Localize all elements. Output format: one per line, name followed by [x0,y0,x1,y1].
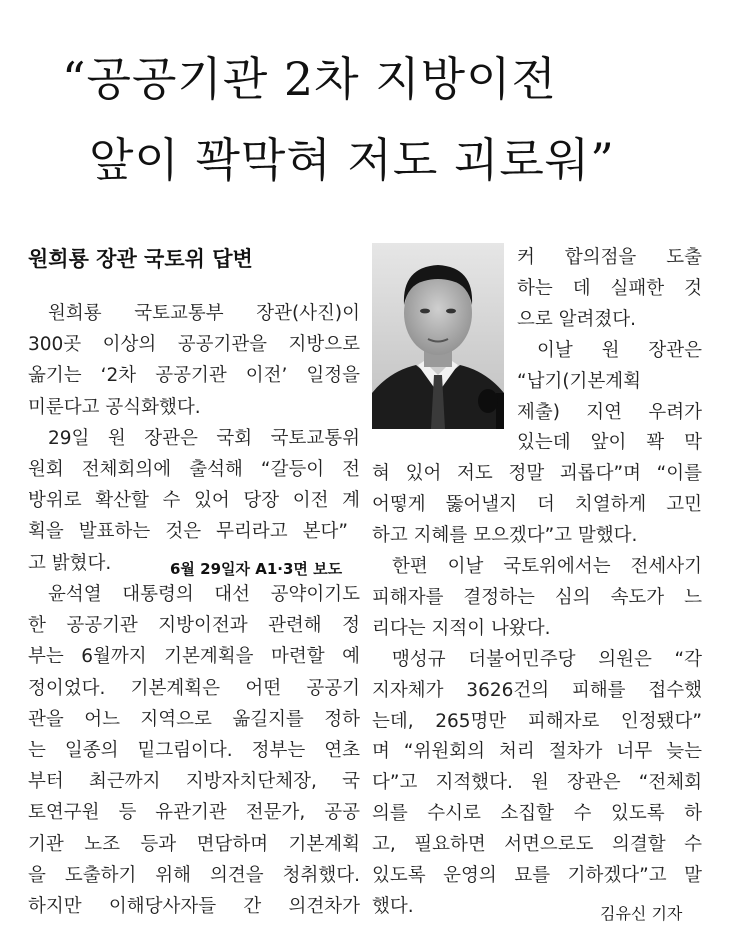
right-line-13: 고, 필요하면 서면으로도 의결할 수 [372,834,702,855]
right-line-11: 다”고 지적했다. 원 장관은 “전체회 [372,772,702,793]
left-line-8: 획을 발표하는 것은 무리라고 본다” [28,521,348,542]
right-line-6: 리다는 지적이 나왔다. [372,618,551,639]
left-line-11: 한 공공기관 지방이전과 관련해 정 [28,615,360,636]
left-line-4: 미룬다고 공식화했다. [28,397,201,418]
right-line-9: 는데, 265명만 피해자로 인정됐다” [372,711,702,732]
right-narrow-line-2: 하는 데 실패한 것 [517,278,702,299]
left-line-18: 기관 노조 등과 면담하며 기본계획 [28,834,360,855]
right-line-1: 혀 있어 저도 정말 괴롭다”며 “이를 [372,463,702,484]
portrait-photo [372,243,504,429]
left-line-13: 정이었다. 기본계획은 어떤 공공기 [28,678,360,699]
right-line-4: 한편 이날 국토위에서는 전세사기 [392,556,702,577]
left-line-20: 하지만 이해당사자들 간 의견차가 [28,896,360,917]
left-line-17: 토연구원 등 유관기관 전문가, 공공 [28,802,360,823]
left-line-2: 300곳 이상의 공공기관을 지방으로 [28,334,360,355]
left-line-6: 원회 전체회의에 출석해 “갈등이 전 [28,459,360,480]
right-narrow-line-6: 제출) 지연 우려가 [517,402,702,423]
subheadline: 원희룡 장관 국토위 답변 [28,247,253,271]
left-line-16: 부터 최근까지 지방자치단체장, 국 [28,771,360,792]
left-line-15: 는 일종의 밑그림이다. 정부는 연초 [28,740,360,761]
right-line-3: 하고 지혜를 모으겠다”고 말했다. [372,525,638,546]
right-narrow-line-1: 커 합의점을 도출 [517,247,702,268]
portrait-photo-icon [372,243,504,429]
reference-note: 6월 29일자 A1·3면 보도 [170,560,343,578]
left-line-9: 고 밝혔다. [28,553,112,574]
right-line-2: 어떻게 뚫어낼지 더 치열하게 고민 [372,494,702,515]
left-line-12: 부는 6월까지 기본계획을 마련할 예 [28,646,360,667]
right-line-10: 며 “위원회의 처리 절차가 너무 늦는 [372,741,702,762]
headline-line-2: 앞이 꽉막혀 저도 괴로워” [89,133,615,187]
left-line-7: 방위로 확산할 수 있어 당장 이전 계 [28,490,360,511]
left-line-3: 옮기는 ‘2차 공공기관 이전’ 일정을 [28,365,360,386]
right-line-7: 맹성규 더불어민주당 의원은 “각 [392,649,702,670]
right-line-5: 피해자를 결정하는 심의 속도가 느 [372,587,702,608]
right-line-15: 했다. [372,896,414,917]
headline-line-1: “공공기관 2차 지방이전 [62,52,557,106]
left-line-14: 관을 어느 지역으로 옮길지를 정하 [28,709,360,730]
right-narrow-line-5: “납기(기본계획 [517,371,642,392]
left-line-1: 원희룡 국토교통부 장관(사진)이 [48,303,360,324]
right-line-8: 지자체가 3626건의 피해를 접수했 [372,680,702,701]
right-line-14: 있도록 운영의 묘를 기하겠다”고 말 [372,865,702,886]
right-narrow-line-4: 이날 원 장관은 [537,340,702,361]
left-line-5: 29일 원 장관은 국회 국토교통위 [48,428,360,449]
right-narrow-line-7: 있는데 앞이 꽉 막 [517,432,702,453]
left-line-10: 윤석열 대통령의 대선 공약이기도 [48,584,360,605]
left-line-19: 을 도출하기 위해 의견을 청취했다. [28,865,360,886]
right-line-12: 의를 수시로 소집할 수 있도록 하 [372,803,702,824]
right-narrow-line-3: 으로 알려졌다. [517,309,636,330]
byline: 김유신 기자 [600,904,683,923]
